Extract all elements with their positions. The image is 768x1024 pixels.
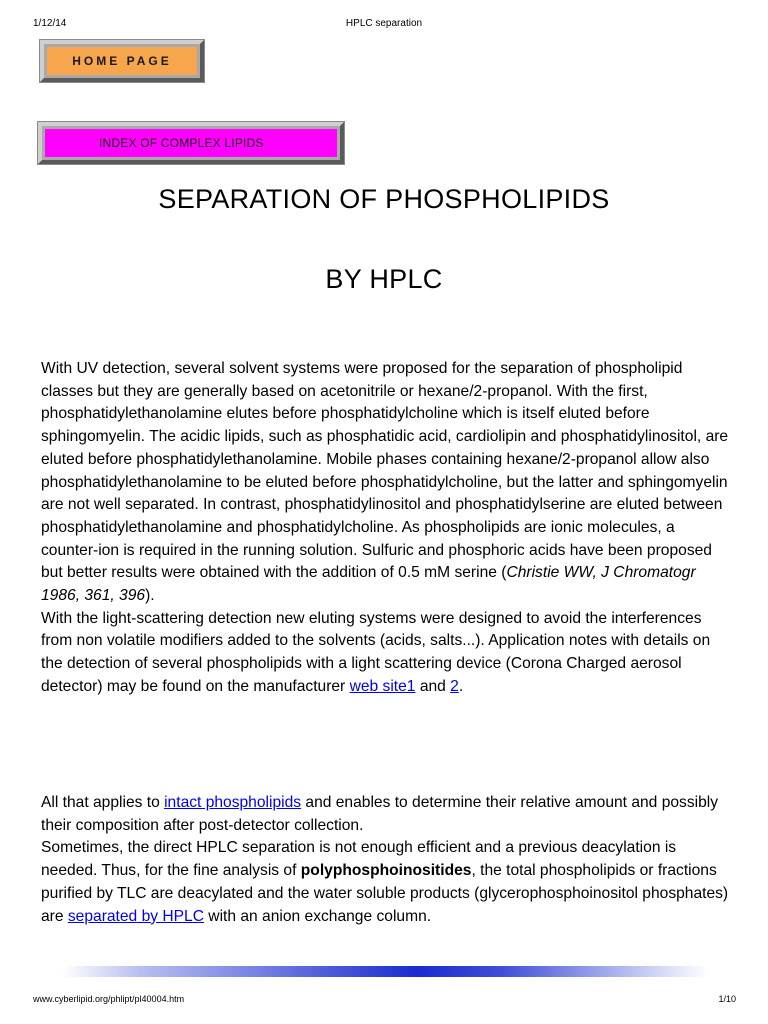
intact-phospholipids-link[interactable]: intact phospholipids	[164, 794, 302, 811]
web-site1-link[interactable]: web site1	[349, 677, 416, 695]
paragraph-uv-detection	[41, 358, 731, 699]
index-complex-lipids-label: INDEX OF COMPLEX LIPIDS	[45, 129, 337, 157]
citation: Christie WW, J Chromatogr 1986, 361, 396	[41, 564, 696, 605]
intact-text: All that applies to intact phospholipids and enables to determine their relative amount and possibly their composition after post-detector collection.	[41, 794, 719, 834]
page-number: 1/10	[718, 994, 736, 1004]
page-subtitle: BY HPLC	[325, 264, 443, 294]
separated-by-hplc-link[interactable]: separated by HPLC	[67, 907, 204, 925]
print-date: 1/12/14	[33, 18, 67, 29]
web-site2-link[interactable]: 2	[450, 677, 459, 695]
uv-detection-text: With UV detection, several solvent systems were proposed for the separation of phospholipid classes but they are generally based on acetonitrile or hexane/2-propanol. With the first, phosphatidylethanolamine elutes before phosphatidylcholine which is itself eluted before sphingomyelin. The acidic lipids, such as phosphatidic acid, cardiolipin and phosphatidylinositol, are eluted before phosphatidylethanolamine. Mobile phases containing hexane/2-propanol allow also phosphatidylethanolamine to be eluted before phosphatidylcholine, but the latter and sphingomyelin are not well separated. In contrast, phosphatidylinositol and phosphatidylserine are eluted between phosphatidylethanolamine and phosphatidylcholine. As phospholipids are ionic molecules, a counter-ion is required in the running solution. Sulfuric and phosphoric acids have been proposed but better results were obtained with the addition of 0.5 mM serine (Christie WW, J Chromatogr 1986, 361, 396).	[41, 360, 729, 605]
gradient-divider	[62, 966, 708, 977]
print-title: HPLC separation	[345, 18, 423, 29]
home-page-button[interactable]	[40, 40, 204, 82]
paragraph-intact-phospholipids	[41, 792, 731, 928]
light-scattering-text: With the light-scattering detection new eluting systems were designed to avoid the interferences from non volatile modifiers added to the solvents (acids, salts...). Application notes with details on the detection of several phospholipids with a light scattering device (Corona Charged aerosol detector) may be found on the manufacturer web site1 and 2.	[41, 609, 711, 695]
footer-url: www.cyberlipid.org/phlipt/pl40004.htm	[33, 994, 185, 1004]
index-complex-lipids-button[interactable]	[38, 122, 344, 164]
page-title: SEPARATION OF PHOSPHOLIPIDS	[158, 184, 610, 214]
home-page-label: HOME PAGE	[47, 47, 197, 75]
deacylation-text: Sometimes, the direct HPLC separation is not enough efficient and a previous deacylation is needed. Thus, for the fine analysis of polyphosphoinositides, the total phospholipids or fractions purified by TLC are deacylated and the water soluble products (glycerophosphoinositol phosphates) are separated by HPLC with an anion exchange column.	[41, 839, 729, 925]
polyphosphoinositides-term: polyphosphoinositides	[300, 862, 472, 880]
